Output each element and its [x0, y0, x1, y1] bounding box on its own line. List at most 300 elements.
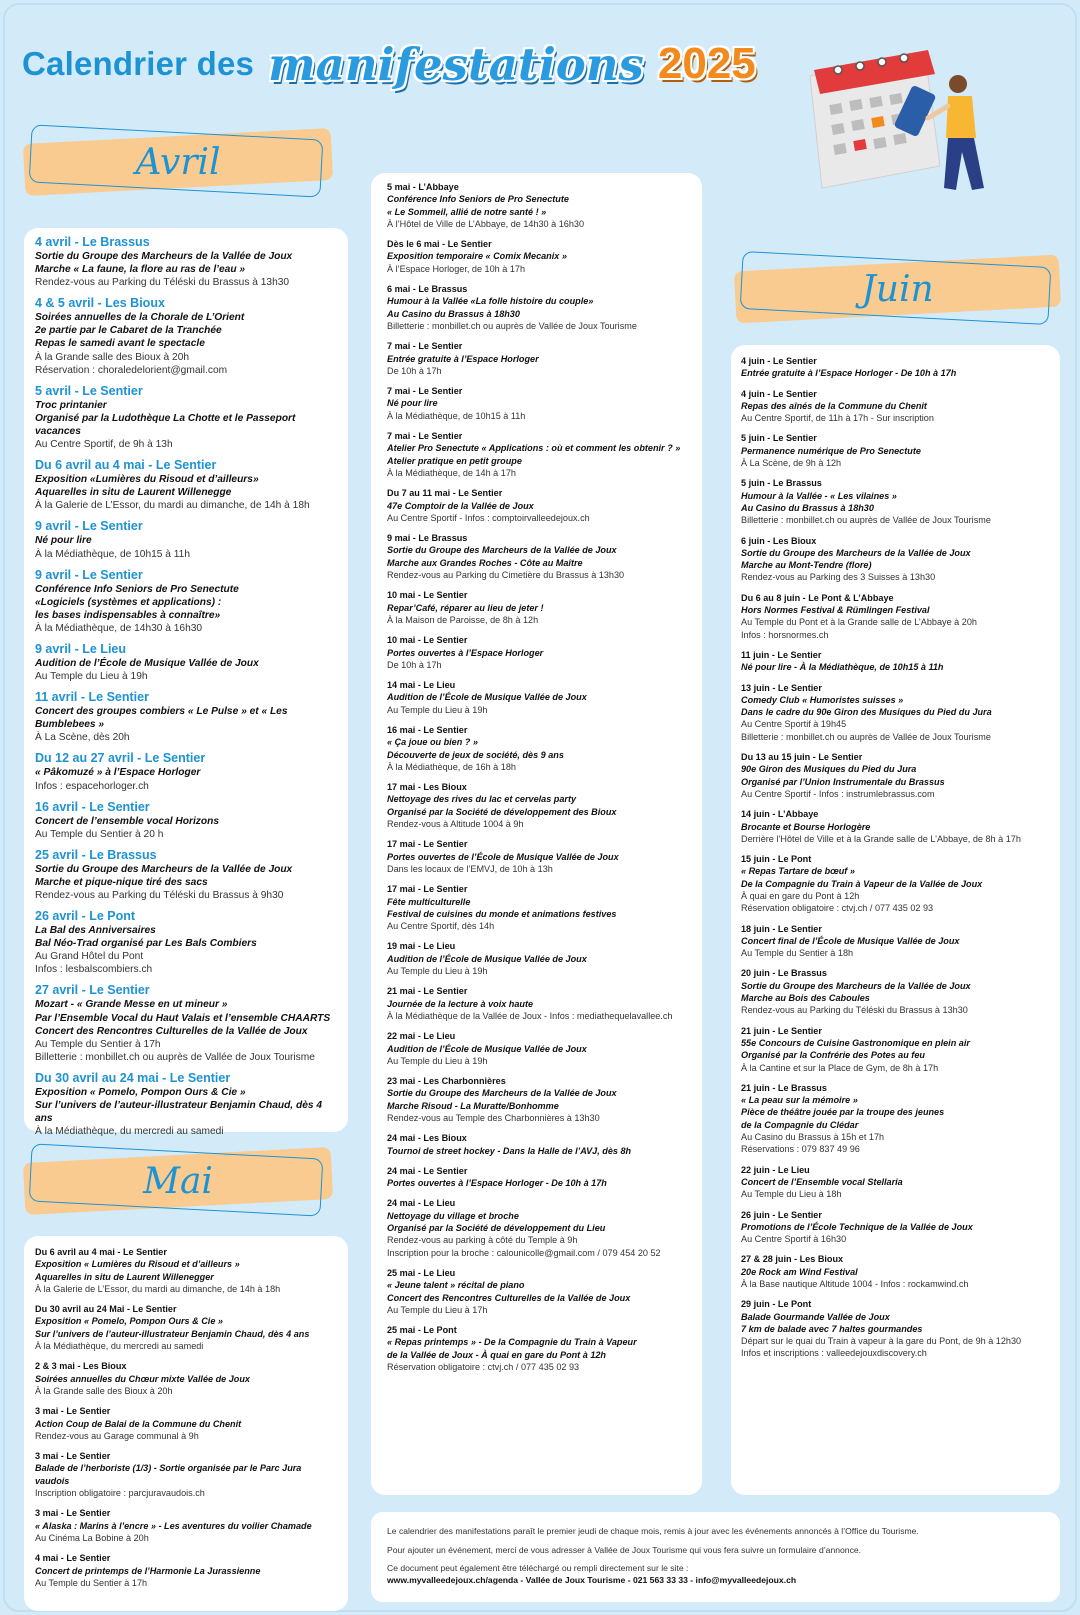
event-title: 2e partie par le Cabaret de la Tranchée	[35, 325, 222, 337]
event-detail: Au Centre Sportif, de 9h à 13h	[35, 439, 173, 451]
event-title: 90e Giron des Musiques du Pied du Jura	[741, 764, 917, 775]
event-title: Concert de l’ensemble vocal Horizons	[35, 815, 219, 827]
event-title: Repar’Café, réparer au lieu de jeter !	[387, 602, 544, 613]
event-detail: Rendez-vous à Altitude 1004 à 9h	[387, 819, 524, 830]
event-title: Action Coup de Balai de la Commune du Chenit	[35, 1418, 242, 1429]
event-detail: Rendez-vous au Parking du Téléski du Brassus à 13h30	[35, 277, 290, 289]
event-detail: Billetterie : monbillet.ch ou auprès de Vallée de Joux Tourisme	[741, 515, 991, 526]
event-title: Repas le samedi avant le spectacle	[35, 338, 205, 350]
banner-juin	[735, 263, 1060, 315]
event-title: Entrée gratuite à l’Espace Horloger - De 10h à 17h	[741, 368, 957, 379]
event-title: Portes ouvertes à l’Espace Horloger	[387, 647, 544, 658]
event-detail: Au Temple du Lieu à 18h	[741, 1189, 842, 1200]
event-title: Marche et pique-nique tiré des sacs	[35, 876, 208, 888]
event-title: « Repas printemps » - De la Compagnie du Train à Vapeur	[387, 1337, 637, 1348]
event-title: de la Compagnie du Clédar	[741, 1119, 859, 1130]
event-item	[35, 384, 338, 451]
event-title: Marche « La faune, la flore au ras de l’eau »	[35, 264, 246, 276]
event-item	[387, 181, 692, 230]
event-title: Concert des groupes combiers « Le Pulse » et « Les Bumblebees »	[35, 706, 288, 731]
event-title: Sortie du Groupe des Marcheurs de la Vallée de Joux	[741, 547, 971, 558]
event-item	[387, 340, 692, 377]
event-date-location: 4 avril - Le Brassus	[35, 235, 150, 249]
event-detail: Billetterie : monbillet.ch ou auprès de Vallée de Joux Tourisme	[741, 731, 991, 742]
event-title: Exposition «Lumières du Risoud et d’ailleurs»	[35, 474, 259, 486]
event-title: La Bal des Anniversaires	[35, 925, 156, 937]
event-detail: Inscription pour la broche : calounicolle@gmail.com / 079 454 20 52	[387, 1247, 661, 1258]
event-item	[35, 519, 338, 560]
event-title: Portes ouvertes de l’École de Musique Vallée de Joux	[387, 851, 619, 862]
page-title	[22, 34, 756, 94]
event-title: « Le Sommeil, allié de notre santé ! »	[387, 206, 547, 217]
juin-card	[731, 345, 1060, 1495]
event-title: 47e Comptoir de la Vallée de Joux	[387, 500, 534, 511]
event-item	[387, 724, 692, 773]
event-date-location: 9 avril - Le Sentier	[35, 567, 143, 582]
event-title: Fête multiculturelle	[387, 896, 471, 907]
event-title: Balade Gourmande Vallée de Joux	[741, 1311, 890, 1322]
event-detail: Au Grand Hôtel du Pont	[35, 951, 144, 963]
event-title: Audition de l’École de Musique Vallée de Joux	[35, 657, 259, 669]
event-date-location: Du 6 au 8 juin - Le Pont & L’Abbaye	[741, 592, 894, 603]
event-title: Né pour lire - À la Médiathèque, de 10h15 à 11h	[741, 662, 944, 673]
event-detail: Au Centre Sportif - Infos : instrumlebrassus.com	[741, 788, 935, 799]
event-item	[387, 1165, 692, 1190]
event-detail: Infos et inscriptions : valleedejouxdiscovery.ch	[741, 1348, 927, 1359]
event-item	[35, 642, 338, 683]
event-date-location: 24 mai - Le Lieu	[387, 1198, 456, 1209]
banner-mai	[24, 1155, 332, 1207]
event-date-location: 17 mai - Les Bioux	[387, 782, 467, 793]
event-detail: À la Grande salle des Bioux à 20h	[35, 351, 190, 363]
event-title: Brocante et Bourse Horlogère	[741, 821, 871, 832]
event-title: Balade de l’herboriste (1/3) - Sortie organisée par le Parc Jura vaudois	[35, 1463, 302, 1486]
event-detail: À l’Espace Horloger, de 10h à 17h	[387, 263, 526, 274]
event-date-location: 26 juin - Le Sentier	[741, 1209, 822, 1220]
event-item	[35, 1450, 338, 1499]
calendar-illustration-icon	[790, 48, 1020, 198]
event-detail: Au Temple du Lieu à 17h	[387, 1304, 488, 1315]
event-title: Marche au Mont-Tendre (flore)	[741, 560, 872, 571]
event-detail: À la Médiathèque, de 14h30 à 16h30	[35, 622, 203, 634]
event-item	[387, 589, 692, 626]
event-date-location: 20 juin - Le Brassus	[741, 968, 827, 979]
event-title: Exposition « Pomelo, Pompon Ours & Cie »	[35, 1316, 223, 1327]
event-detail: Départ sur le quai du Train à vapeur à la gare du Pont, de 9h à 12h30	[741, 1336, 1022, 1347]
event-detail: Au Temple du Lieu à 19h	[387, 966, 488, 977]
event-title: Marche au Bois des Caboules	[741, 993, 870, 1004]
event-title: Sur l’univers de l’auteur-illustrateur Benjamin Chaud, dès 4 ans	[35, 1100, 323, 1125]
event-item	[741, 592, 1050, 641]
event-detail: Rendez-vous au Temple des Charbonnières à 13h30	[387, 1113, 600, 1123]
avril-card	[24, 228, 348, 1138]
event-detail: Infos : lesbalscombiers.ch	[35, 964, 153, 976]
event-title: Bal Néo-Trad organisé par Les Bals Combiers	[35, 938, 257, 950]
event-detail: Au Temple du Sentier à 17h	[35, 1038, 161, 1050]
title-part-1: Calendrier des	[22, 45, 255, 82]
event-title: « Jeune talent » récital de piano	[387, 1280, 525, 1291]
event-item	[35, 1507, 338, 1544]
event-date-location: 7 mai - Le Sentier	[387, 341, 463, 352]
event-title: Marche aux Grandes Roches - Côte au Maître	[387, 557, 583, 568]
event-date-location: 22 juin - Le Lieu	[741, 1164, 810, 1175]
event-detail: Rendez-vous au parking à côté du Temple à 9h	[387, 1235, 578, 1246]
event-detail: De 10h à 17h	[387, 659, 442, 670]
event-title: Nettoyage du village et broche	[387, 1210, 519, 1221]
event-detail: Réservation obligatoire : ctvj.ch / 077 435 02 93	[387, 1362, 580, 1373]
event-detail: Rendez-vous au Garage communal à 9h	[35, 1430, 199, 1441]
event-detail: Au Centre Sportif - Infos : comptoirvalleedejoux.ch	[387, 512, 590, 523]
event-date-location: 14 mai - Le Lieu	[387, 680, 456, 691]
event-date-location: Du 6 avril au 4 mai - Le Sentier	[35, 458, 217, 473]
event-title: Tournoi de street hockey - Dans la Halle de l’AVJ, dès 8h	[387, 1145, 632, 1156]
event-item	[387, 1075, 692, 1124]
event-date-location: 4 juin - Le Sentier	[741, 356, 817, 366]
event-item	[35, 458, 338, 512]
event-date-location: 25 avril - Le Brassus	[35, 847, 157, 862]
event-title: Concert des Rencontres Culturelles de la Vallée de Joux	[35, 1025, 308, 1037]
event-date-location: 19 mai - Le Lieu	[387, 941, 456, 952]
event-title: Exposition temporaire « Comix Mecanix »	[387, 251, 567, 262]
event-date-location: 25 mai - Le Pont	[387, 1325, 457, 1336]
event-date-location: 3 mai - Le Sentier	[35, 1406, 111, 1417]
event-date-location: 11 avril - Le Sentier	[35, 690, 149, 705]
footer-line-1: Le calendrier des manifestations paraît le premier jeudi de chaque mois, remis à jour avec les événements annoncés à l’Office du Tourisme.	[387, 1526, 919, 1536]
event-date-location: 24 mai - Le Sentier	[387, 1165, 468, 1176]
event-date-location: 9 avril - Le Lieu	[35, 641, 127, 656]
event-detail: Billetterie : monbillet.ch ou auprès de Vallée de Joux Tourisme	[387, 320, 637, 331]
event-item	[741, 853, 1050, 914]
event-detail: À la Grande salle des Bioux à 20h	[35, 1385, 173, 1396]
event-detail: À la Médiathèque, de 16h à 18h	[387, 761, 516, 772]
event-title: « Ça joue ou bien ? »	[387, 737, 478, 748]
event-detail: À quai en gare du Pont à 12h	[741, 890, 860, 901]
event-title: Sortie du Groupe des Marcheurs de la Vallée de Joux	[741, 980, 971, 991]
event-date-location: 24 mai - Les Bioux	[387, 1133, 467, 1144]
event-detail: Rendez-vous au Parking des 3 Suisses à 13h30	[741, 572, 936, 583]
event-date-location: 25 mai - Le Lieu	[387, 1267, 456, 1278]
event-item	[35, 1246, 338, 1295]
event-item	[741, 649, 1050, 674]
event-item	[35, 1303, 338, 1352]
event-item	[387, 838, 692, 875]
event-title: Organisé par la Société de développement des Bioux	[387, 806, 617, 817]
event-detail: À la Médiathèque de la Vallée de Joux - Infos : mediathequelavallee.ch	[387, 1010, 673, 1021]
event-date-location: 9 mai - Le Brassus	[387, 533, 468, 544]
event-date-location: Dès le 6 mai - Le Sentier	[387, 239, 492, 250]
event-detail: Réservations : 079 837 49 96	[741, 1144, 860, 1155]
event-detail: De 10h à 17h	[387, 365, 442, 376]
event-date-location: 23 mai - Les Charbonnières	[387, 1076, 506, 1087]
event-date-location: 2 & 3 mai - Les Bioux	[35, 1361, 127, 1372]
event-title: Mozart - « Grande Messe en ut mineur »	[35, 999, 228, 1011]
event-date-location: Du 30 avril au 24 mai - Le Sentier	[35, 1070, 231, 1085]
event-item	[741, 355, 1050, 380]
event-title: Sortie du Groupe des Marcheurs de la Vallée de Joux	[387, 545, 617, 556]
event-title: Promotions de l’École Technique de la Vallée de Joux	[741, 1221, 973, 1232]
event-title: Sortie du Groupe des Marcheurs de la Vallée de Joux	[35, 863, 293, 875]
event-title: Par l’Ensemble Vocal du Haut Valais et l’ensemble CHAARTS	[35, 1012, 331, 1024]
event-detail: À la Cantine et sur la Place de Gym, de 8h à 17h	[741, 1062, 939, 1073]
event-item	[741, 535, 1050, 584]
event-title: Comedy Club « Humoristes suisses »	[741, 694, 904, 705]
event-detail: À la Médiathèque, de 10h15 à 11h	[387, 410, 526, 421]
event-title: « Alaska : Marins à l’encre » - Les aventures du voilier Chamade	[35, 1520, 312, 1531]
event-item	[387, 781, 692, 830]
event-detail: À la Galerie de L’Essor, du mardi au dimanche, de 14h à 18h	[35, 500, 310, 512]
event-item	[35, 1360, 338, 1397]
event-item	[387, 679, 692, 716]
event-title: Au Casino du Brassus à 18h30	[387, 308, 520, 319]
event-title: Organisé par la Confrérie des Potes au feu	[741, 1050, 925, 1061]
event-detail: Au Temple du Lieu à 19h	[387, 704, 488, 715]
event-title: Conférence Info Seniors de Pro Senectute	[387, 194, 569, 205]
event-title: Audition de l’École de Musique Vallée de Joux	[387, 1043, 587, 1054]
event-item	[741, 1082, 1050, 1156]
event-item	[35, 296, 338, 376]
event-title: les bases indispensables à connaître»	[35, 609, 221, 621]
event-date-location: 16 mai - Le Sentier	[387, 724, 468, 735]
event-date-location: 5 mai - L’Abbaye	[387, 182, 459, 192]
event-detail: Au Casino du Brassus à 15h et 17h	[741, 1132, 885, 1143]
event-date-location: 27 avril - Le Sentier	[35, 983, 150, 998]
event-date-location: 15 juin - Le Pont	[741, 854, 812, 865]
event-item	[387, 883, 692, 932]
event-title: Festival de cuisines du monde et animations festives	[387, 908, 617, 919]
event-item	[387, 532, 692, 581]
event-date-location: 4 & 5 avril - Les Bioux	[35, 296, 165, 311]
event-item	[741, 1298, 1050, 1359]
footer-line-2: Pour ajouter un événement, merci de vous adresser à Vallée de Joux Tourisme qui vous fera suivre un formulaire d’annonce.	[387, 1544, 862, 1555]
event-date-location: 21 mai - Le Sentier	[387, 986, 468, 997]
event-item	[741, 477, 1050, 526]
event-detail: Au Temple du Sentier à 20 h	[35, 828, 164, 840]
event-detail: Au Temple du Lieu à 19h	[387, 1055, 488, 1066]
event-item	[741, 682, 1050, 743]
event-title: Permanence numérique de Pro Senectute	[741, 445, 921, 456]
event-title: de la Vallée de Joux - À quai en gare du Pont à 12h	[387, 1349, 606, 1360]
event-item	[387, 1030, 692, 1067]
event-item	[35, 690, 338, 744]
month-title-avril: Avril	[135, 141, 221, 183]
event-date-location: 6 mai - Le Brassus	[387, 284, 468, 295]
event-detail: Au Cinéma La Bobine à 20h	[35, 1532, 149, 1543]
event-title: Humour à la Vallée «La folle histoire du couple»	[387, 296, 594, 307]
event-item	[741, 923, 1050, 960]
event-date-location: 22 mai - Le Lieu	[387, 1031, 456, 1042]
event-detail: Au Centre Sportif, de 11h à 17h - Sur inscription	[741, 413, 934, 424]
event-title: Journée de la lecture à voix haute	[387, 998, 534, 1009]
event-item	[741, 808, 1050, 845]
event-detail: Au Temple du Lieu à 19h	[35, 671, 148, 683]
event-date-location: Du 30 avril au 24 Mai - Le Sentier	[35, 1304, 177, 1315]
event-item	[387, 487, 692, 524]
event-item	[35, 909, 338, 976]
event-date-location: 13 juin - Le Sentier	[741, 682, 822, 693]
event-date-location: 5 juin - Le Sentier	[741, 433, 817, 444]
event-item	[35, 800, 338, 841]
event-title: Dans le cadre du 90e Giron des Musiques du Pied du Jura	[741, 707, 992, 718]
event-detail: Rendez-vous au Parking du Cimetière du Brassus à 13h30	[387, 570, 625, 581]
footer-info	[371, 1512, 1060, 1602]
event-item	[387, 940, 692, 977]
event-title: Sortie du Groupe des Marcheurs de la Vallée de Joux	[387, 1088, 617, 1099]
event-title: 55e Concours de Cuisine Gastronomique en plein air	[741, 1037, 970, 1048]
mai-card-right	[371, 173, 702, 1495]
event-title: Exposition « Lumières du Risoud et d’ailleurs »	[35, 1259, 240, 1270]
event-item	[35, 568, 338, 635]
event-item	[35, 848, 338, 902]
event-title: Organisé par la Société de développement du Lieu	[387, 1223, 606, 1234]
event-detail: Inscription obligatoire : parcjuravaudois.ch	[35, 1488, 205, 1499]
event-detail: Au Centre Sportif à 16h30	[741, 1234, 847, 1245]
event-detail: Réservation obligatoire : ctvj.ch / 077 435 02 93	[741, 903, 934, 914]
event-item	[741, 967, 1050, 1016]
event-date-location: 29 juin - Le Pont	[741, 1299, 812, 1310]
month-title-juin: Juin	[861, 268, 934, 310]
event-item	[387, 1324, 692, 1373]
event-title: Concert de printemps de l’Harmonie La Jurassienne	[35, 1565, 261, 1576]
event-date-location: 6 juin - Les Bioux	[741, 535, 817, 546]
event-title: Concert de l’Ensemble vocal Stellaria	[741, 1176, 903, 1187]
event-item	[387, 430, 692, 479]
event-title: Soirées annuelles de la Chorale de L’Orient	[35, 312, 245, 324]
event-title: Sur l’univers de l’auteur-illustrateur Benjamin Chaud, dès 4 ans	[35, 1328, 310, 1339]
event-date-location: 10 mai - Le Sentier	[387, 590, 468, 601]
event-date-location: 5 avril - Le Sentier	[35, 383, 143, 398]
title-part-2: manifestations	[268, 37, 644, 91]
event-detail: Infos : horsnormes.ch	[741, 629, 829, 640]
event-item	[741, 1025, 1050, 1074]
event-detail: Réservation : choraledelorient@gmail.com	[35, 364, 228, 376]
event-title: « Pâkomuzé » à l’Espace Horloger	[35, 767, 201, 779]
event-title: Aquarelles in situ de Laurent Willenegger	[35, 1271, 214, 1282]
event-date-location: 7 mai - Le Sentier	[387, 386, 463, 397]
event-date-location: 14 juin - L’Abbaye	[741, 809, 819, 820]
event-date-location: 7 mai - Le Sentier	[387, 431, 463, 442]
event-item	[387, 238, 692, 275]
mai-card-left	[24, 1236, 348, 1611]
event-detail: À l’Hôtel de Ville de L’Abbaye, de 14h30 à 16h30	[387, 218, 585, 229]
event-date-location: 26 avril - Le Pont	[35, 909, 136, 924]
event-title: Pièce de théâtre jouée par la troupe des jeunes	[741, 1107, 945, 1118]
event-item	[741, 432, 1050, 469]
event-detail: Billetterie : monbillet.ch ou auprès de Vallée de Joux Tourisme	[35, 1051, 315, 1063]
event-detail: À la Médiathèque, du mercredi au samedi	[35, 1126, 224, 1138]
event-date-location: Du 7 au 11 mai - Le Sentier	[387, 488, 503, 499]
event-item	[387, 1197, 692, 1258]
event-date-location: Du 6 avril au 4 mai - Le Sentier	[35, 1247, 167, 1257]
event-item	[741, 1209, 1050, 1246]
event-detail: Au Centre Sportif, dès 14h	[387, 921, 495, 932]
event-title: Portes ouvertes à l’Espace Horloger - De 10h à 17h	[387, 1178, 607, 1189]
event-date-location: 10 mai - Le Sentier	[387, 635, 468, 646]
event-detail: Infos : espacehorloger.ch	[35, 780, 149, 792]
event-detail: À La Scène, dès 20h	[35, 732, 130, 744]
event-date-location: 4 juin - Le Sentier	[741, 388, 817, 399]
event-title: Atelier Pro Senectute « Applications : où et comment les obtenir ? »	[387, 443, 681, 454]
event-detail: Au Centre Sportif à 19h45	[741, 719, 847, 730]
title-year: 2025	[657, 39, 756, 88]
event-title: Atelier pratique en petit groupe	[387, 455, 522, 466]
event-item	[35, 983, 338, 1063]
event-title: Repas des aînés de la Commune du Chenit	[741, 400, 927, 411]
footer-contact: www.myvalleedejoux.ch/agenda - Vallée de Joux Tourisme - 021 563 33 33 - info@myvalleedejoux.ch	[387, 1574, 797, 1585]
event-title: Nettoyage des rives du lac et cervelas party	[387, 794, 577, 805]
event-date-location: 5 juin - Le Brassus	[741, 478, 822, 489]
event-title: Concert des Rencontres Culturelles de la Vallée de Joux	[387, 1292, 631, 1303]
event-detail: Rendez-vous au Parking du Téléski du Brassus à 13h30	[741, 1005, 968, 1016]
event-title: Hors Normes Festival & Rümlingen Festival	[741, 605, 930, 616]
event-title: Entrée gratuite à l’Espace Horloger	[387, 353, 539, 364]
event-detail: À la Base nautique Altitude 1004 - Infos : rockamwind.ch	[741, 1279, 969, 1289]
event-item	[741, 1164, 1050, 1201]
event-date-location: 17 mai - Le Sentier	[387, 884, 468, 895]
event-detail: À la Galerie de L’Essor, du mardi au dimanche, de 14h à 18h	[35, 1283, 281, 1294]
event-date-location: Du 12 au 27 avril - Le Sentier	[35, 751, 206, 766]
event-item	[387, 1267, 692, 1316]
event-item	[387, 985, 692, 1022]
event-date-location: Du 13 au 15 juin - Le Sentier	[741, 752, 863, 763]
event-detail: Au Temple du Sentier à 18h	[741, 948, 854, 959]
event-title: Aquarelles in situ de Laurent Willenegge	[35, 487, 232, 499]
event-title: De la Compagnie du Train à Vapeur de la Vallée de Joux	[741, 878, 983, 889]
event-item	[35, 751, 338, 792]
event-title: Audition de l’École de Musique Vallée de Joux	[387, 692, 587, 703]
event-detail: Au Temple du Sentier à 17h	[35, 1577, 148, 1588]
event-item	[387, 283, 692, 332]
event-title: Sortie du Groupe des Marcheurs de la Vallée de Joux	[35, 251, 293, 262]
event-detail: À la Médiathèque, du mercredi au samedi	[35, 1341, 204, 1352]
event-item	[35, 1405, 338, 1442]
event-date-location: 4 mai - Le Sentier	[35, 1553, 111, 1564]
event-title: 7 km de balade avec 7 haltes gourmandes	[741, 1323, 923, 1334]
event-title: « Repas Tartare de bœuf »	[741, 866, 855, 877]
event-date-location: 3 mai - Le Sentier	[35, 1508, 111, 1519]
event-date-location: 16 avril - Le Sentier	[35, 799, 150, 814]
event-title: Exposition « Pomelo, Pompon Ours & Cie »	[35, 1086, 246, 1098]
event-detail: À la Médiathèque, de 10h15 à 11h	[35, 548, 191, 560]
footer-line-3: Ce document peut également être téléchargé ou rempli directement sur le site :	[387, 1563, 689, 1573]
event-date-location: 18 juin - Le Sentier	[741, 923, 822, 934]
event-title: Né pour lire	[387, 398, 438, 409]
event-date-location: 27 & 28 juin - Les Bioux	[741, 1254, 844, 1265]
event-date-location: 21 juin - Le Brassus	[741, 1082, 827, 1093]
event-detail: Au Temple du Pont et à la Grande salle de L’Abbaye à 20h	[741, 617, 977, 628]
banner-avril	[24, 136, 332, 188]
event-item	[35, 235, 338, 289]
event-title: « La peau sur la mémoire »	[741, 1095, 858, 1106]
event-item	[387, 634, 692, 671]
event-title: «Logiciels (systèmes et applications) :	[35, 596, 222, 608]
event-date-location: 9 avril - Le Sentier	[35, 519, 143, 534]
event-detail: À la Maison de Paroisse, de 8h à 12h	[387, 614, 539, 625]
event-item	[741, 388, 1050, 425]
event-title: 20e Rock am Wind Festival	[741, 1266, 858, 1277]
event-title: Organisé par la Ludothèque La Chotte et le Passeport vacances	[35, 412, 296, 437]
event-item	[387, 385, 692, 422]
event-title: Concert final de l’École de Musique Vallée de Joux	[741, 935, 960, 946]
event-title: Conférence Info Seniors de Pro Senectute	[35, 583, 239, 595]
event-title: Organisé par l’Union Instrumentale du Brassus	[741, 776, 945, 787]
event-detail: Rendez-vous au Parking du Téléski du Brassus à 9h30	[35, 890, 284, 901]
event-detail: Dans les locaux de l’EMVJ, de 10h à 13h	[387, 863, 553, 874]
event-title: Au Casino du Brassus à 18h30	[741, 502, 874, 513]
event-detail: À la Médiathèque, de 14h à 17h	[387, 467, 516, 478]
event-item	[35, 1552, 338, 1589]
event-item	[741, 751, 1050, 800]
event-title: Humour à la Vallée - « Les vilaines »	[741, 490, 897, 501]
